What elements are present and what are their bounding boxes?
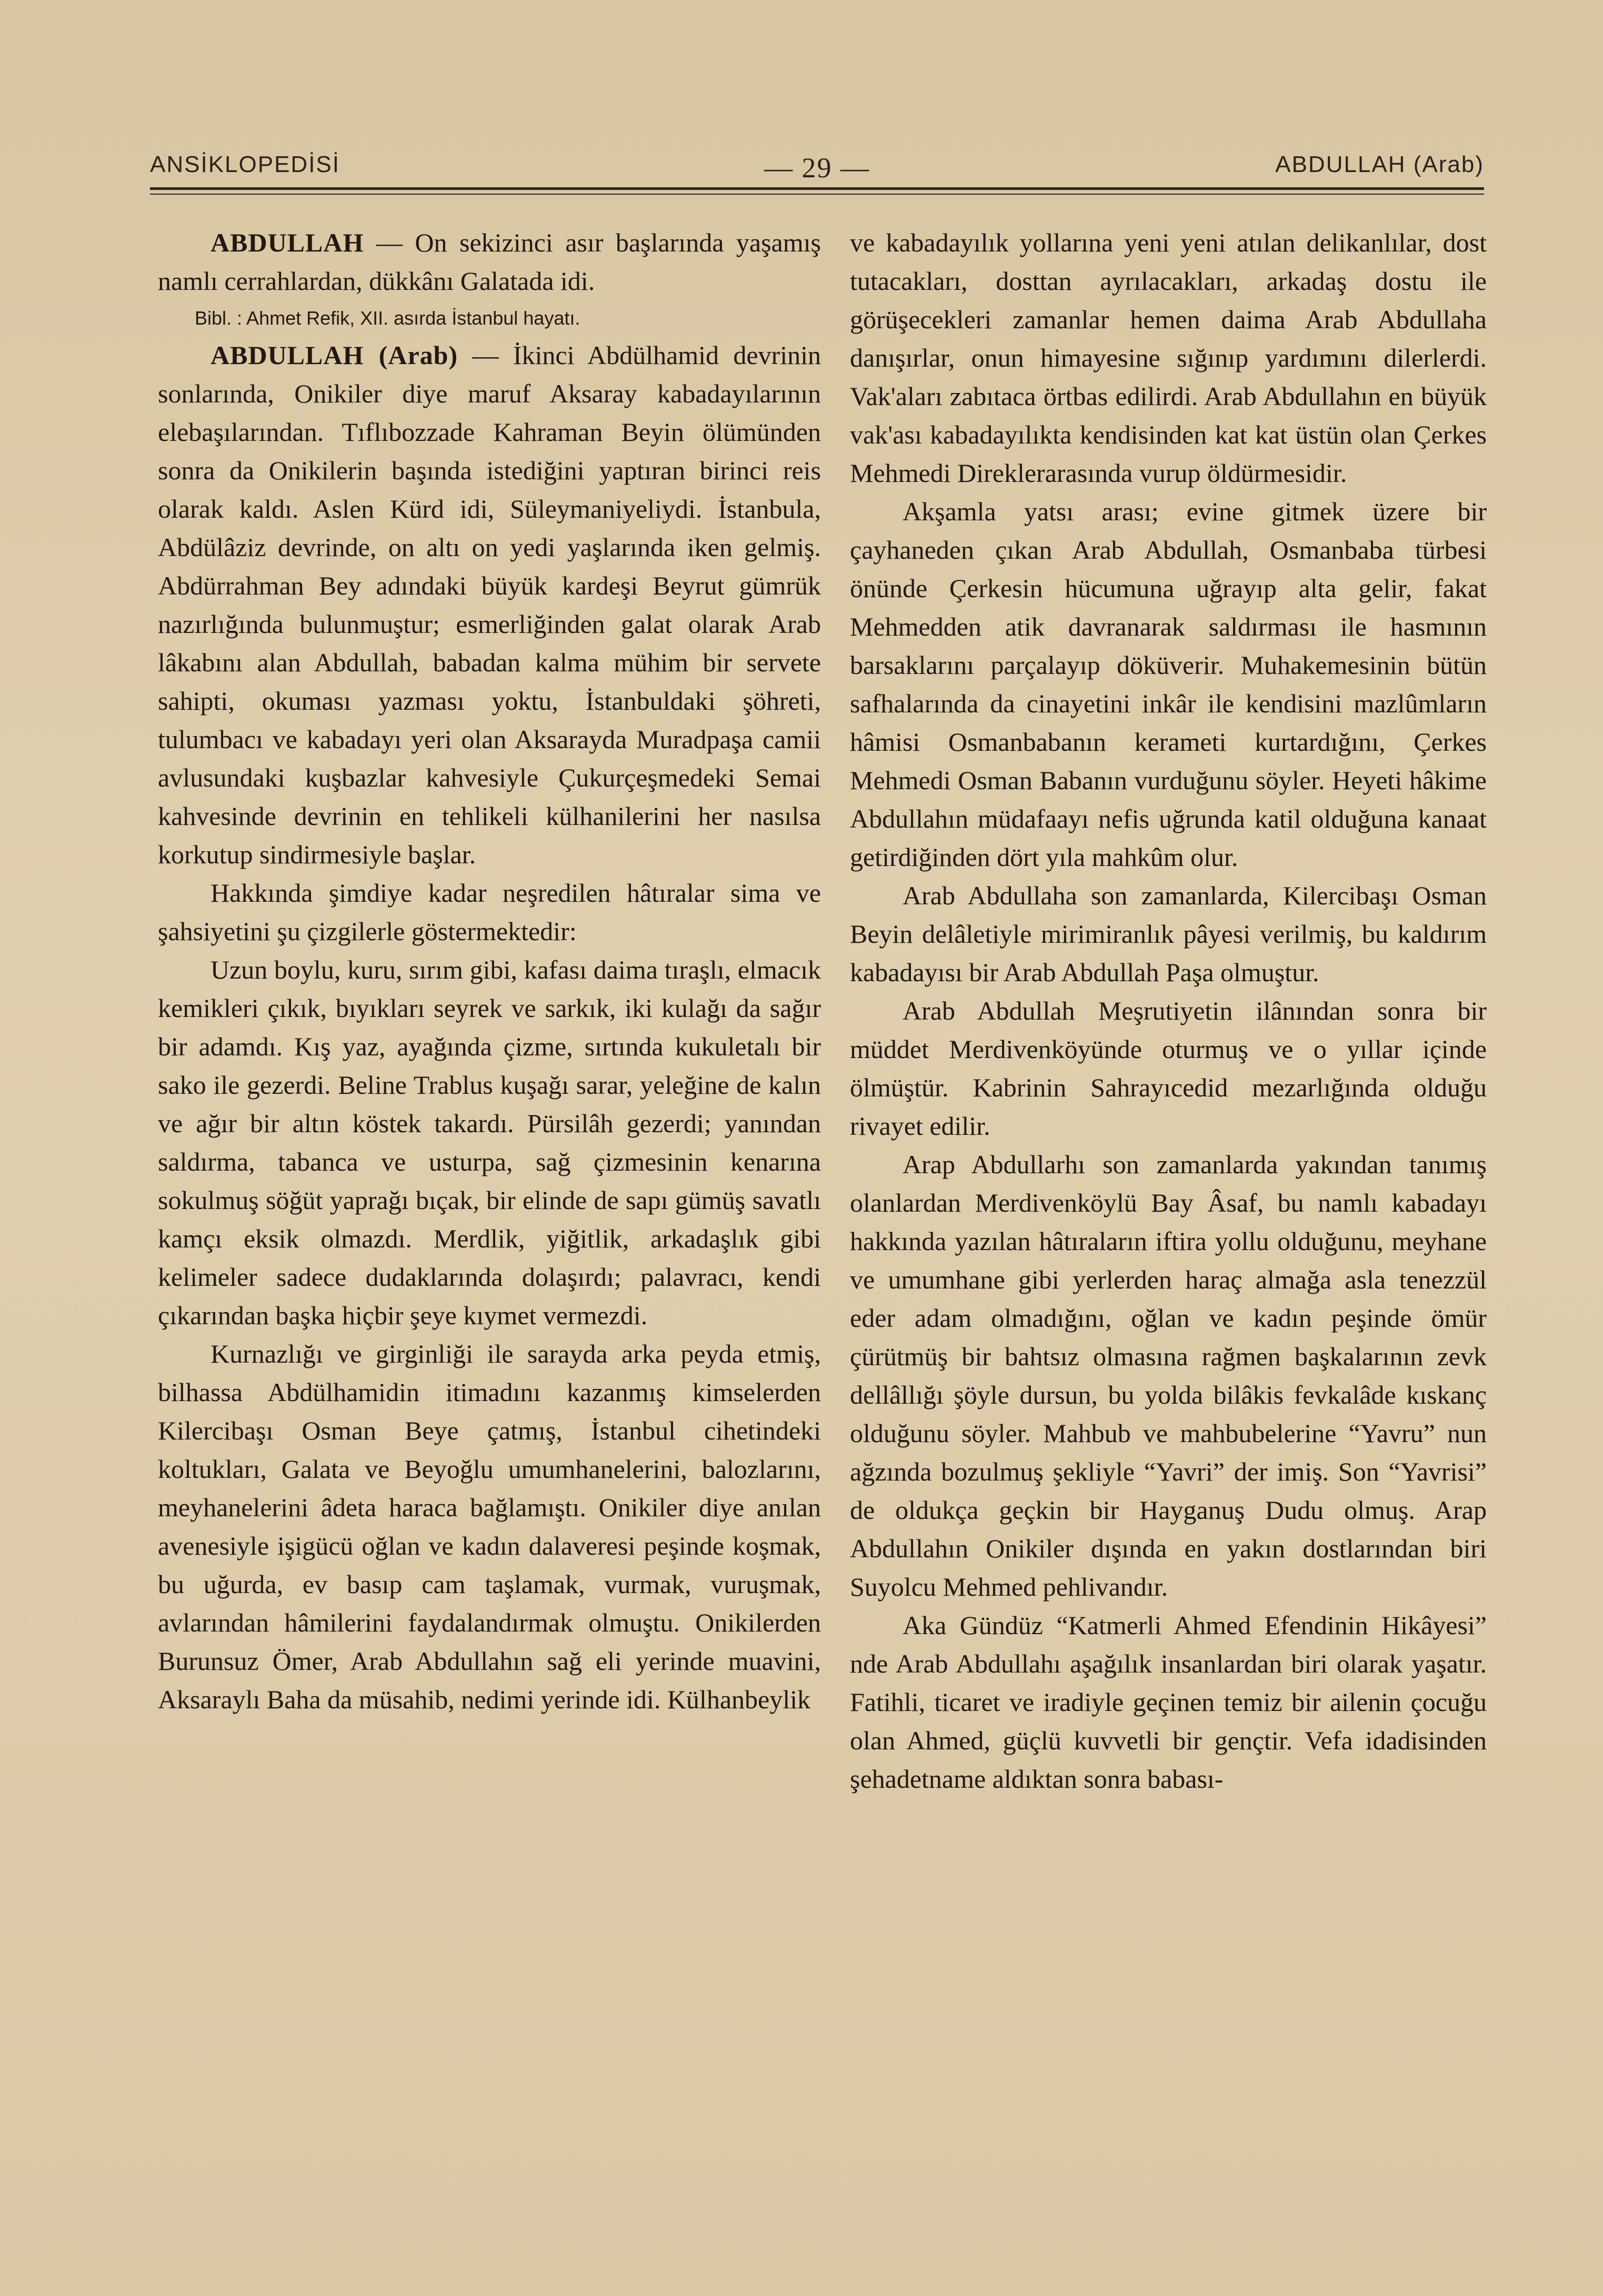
paragraph: Kurnazlığı ve girginliği ile sarayda arka peyda etmiş, bilhassa Abdülhamidin itimadını kazanmış kimselerden Kilercibaşı Osman Beye çatmış, İstanbul cihetindeki koltukları, Galata ve Beyoğlu umumhanelerini, balozlarını, meyhanelerini âdeta haraca bağlamıştı. Onikiler diye anılan avenesiyle işigücü oğlan ve kadın dalaveresi peşinde koşmak, bu uğurda, ev basıp cam taşlamak, vurmak, vuruşmak, avlarından hâmilerini faydalandırmak olmuştu. Onikilerden Burunsuz Ömer, Arab Abdullahın sağ eli yerinde muavini, Aksaraylı Baha da müsahib, nedimi yerinde idi. Külhanbeylik — [158, 1339, 821, 1714]
entry-abdullah-surgeon — [158, 224, 821, 300]
paragraph: Arab Abdullah Meşrutiyetin ilânından sonra bir müddet Merdivenköyünde oturmuş ve o yıllar içinde ölmüştür. Kabrinin Sahrayıcedid mezarlığında olduğu rivayet edilir. — [850, 996, 1487, 1141]
paragraph-continued: ve kabadayılık yollarına yeni yeni atılan delikanlılar, dost tutacakları, dosttan ayrılacakları, arkadaş dostu ile görüşecekleri zamanlar hemen daima Arab Abdullaha danışırlar, onun himayesine sığınıp yardımını dilerlerdi. Vak'aları zabıtaca örtbas edilirdi. Arab Abdullahın en büyük vak'ası kabadayılıkta kendisinden kat kat üstün olan Çerkes Mehmedi Direklerarasında vurup öldürmesidir. — [850, 228, 1487, 488]
entry-abdullah-arab — [158, 336, 821, 874]
header-rule-thin — [150, 194, 1484, 195]
paragraph: Arap Abdullarhı son zamanlarda yakından tanımış olanlardan Merdivenköylü Bay Âsaf, bu namlı kabadayı hakkında yazılan hâtıraların iftira yollu olduğunu, meyhane ve umumhane gibi yerlerden haraç almağa asla tenezzül eder adam olmadığını, oğlan ve kadın peşinde ömür çürütmüş bir bahtsız olmasına rağmen başkalarının zevk dellâllığı şöyle dursun, bu yolda bilâkis fevkalâde kıskanç olduğunu söyler. Mahbub ve mahbubelerine “Yavru” nun ağzında bozulmuş şekliyle “Yavri” der imiş. Son “Yavrisi” de oldukça geçkin bir Hayganuş Dudu olmuş. Arap Abdullahın Onikiler dışında en yakın dostlarından biri Suyolcu Mehmed pehlivandır. — [850, 1150, 1487, 1602]
entry-headword: ABDULLAH — [211, 228, 364, 257]
right-column — [850, 224, 1487, 1798]
paragraph: Hakkında şimdiye kadar neşredilen hâtıralar sima ve şahsiyetini şu çizgilerle göstermektedir: — [158, 878, 821, 946]
paragraph: Uzun boylu, kuru, sırım gibi, kafası daima tıraşlı, elmacık kemikleri çıkık, bıyıkları seyrek ve sarkık, iki kulağı da sağır bir adamdı. Kış yaz, ayağında çizme, sırtında kukuletalı bir sako ile gezerdi. Beline Trablus kuşağı sarar, yeleğine de kalın ve ağır bir altın köstek takardı. Pürsilâh gezerdi; yanından saldırma, tabanca ve usturpa, sağ çizmesinin kenarına sokulmuş söğüt yaprağı bıçak, bir elinde de sapı gümüş savatlı kamçı eksik olmazdı. Merdlik, yiğitlik, arkadaşlık gibi kelimeler sadece dudaklarında dolaşırdı; palavracı, kendi çıkarından başka hiçbir şeye kıymet vermezdi. — [158, 955, 821, 1330]
page-number: — 29 — — [764, 152, 870, 184]
bibliography: Bibl. : Ahmet Refik, XII. asırda İstanbul hayatı. — [195, 307, 580, 329]
entry-headword: ABDULLAH (Arab) — [211, 340, 458, 370]
entry-text: — On sekizinci asır başlarında yaşamış namlı cerrahlardan, dükkânı Galatada idi. — [158, 228, 821, 296]
paragraph: Arab Abdullaha son zamanlarda, Kilercibaşı Osman Beyin delâletiyle mirimiranlık pâyesi verilmiş, bu kaldırım kabadayısı bir Arab Abdullah Paşa olmuştur. — [850, 881, 1487, 987]
running-head-right: ABDULLAH (Arab) — [1275, 152, 1484, 177]
page-header — [150, 152, 1484, 188]
running-head-left: ANSİKLOPEDİSİ — [150, 152, 340, 177]
paragraph: Akşamla yatsı arası; evine gitmek üzere bir çayhaneden çıkan Arab Abdullah, Osmanbaba türbesi önünde Çerkesin hücumuna uğrayıp alta gelir, fakat Mehmedden atik davranarak saldırması ile hasmının barsaklarını parçalayıp döküverir. Muhakemesinin bütün safhalarında da cinayetini inkâr ile kendisini mazlûmların hâmisi Osmanbabanın kerameti kurtardığını, Çerkes Mehmedi Osman Babanın vurduğunu söyler. Heyeti hâkime Abdullahın müdafaayı nefis uğrunda katil olduğuna kanaat getirdiğinden dört yıla mahkûm olur. — [850, 497, 1487, 872]
entry-text: — İkinci Abdülhamid devrinin sonlarında, Onikiler diye maruf Aksaray kabadayılarının elebaşılarından. Tıflıbozzade Kahraman Beyin ölümünden sonra da Onikilerin başında istediğini yaptıran birinci reis olarak kaldı. Aslen Kürd idi, Süleymaniyeliydi. İstanbula, Abdülâziz devrinde, on altı on yedi yaşlarında iken gelmiş. Abdürrahman Bey adındaki büyük kardeşi Beyrut gümrük nazırlığında bulunmuştur; esmerliğinden galat olarak Arab lâkabını alan Abdullah, babadan kalma mühim bir servete sahipti, okuması yazması yoktu, İstanbuldaki şöhreti, tulumbacı ve kabadayı yeri olan Aksarayda Muradpaşa camii avlusundaki kuşbazlar kahvesiyle Çukurçeşmedeki Semai kahvesinde devrinin en tehlikeli külhanilerini her nasılsa korkutup sindirmesiyle başlar. — [158, 340, 821, 869]
paragraph: Aka Gündüz “Katmerli Ahmed Efendinin Hikâyesi” nde Arab Abdullahı aşağılık insanlardan biri olarak yaşatır. Fatihli, ticaret ve iradiyle geçinen temiz bir ailenin çocuğu olan Ahmed, güçlü kuvvetli bir gençtir. Vefa idadisinden şehadetname aldıktan sonra babası- — [850, 1610, 1487, 1794]
header-rule — [150, 187, 1484, 190]
left-column — [158, 224, 821, 1719]
